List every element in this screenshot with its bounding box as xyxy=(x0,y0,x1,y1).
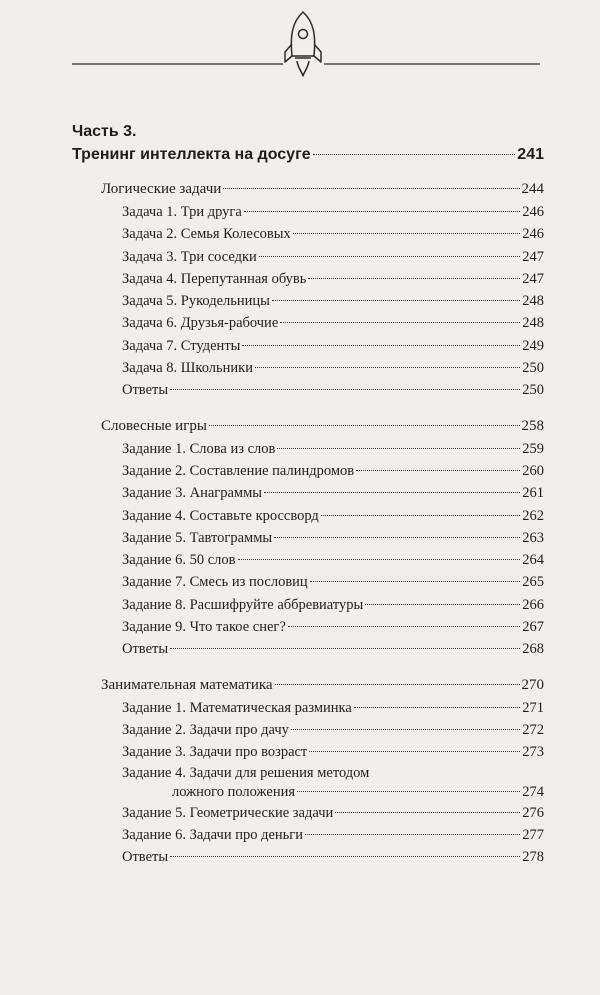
dot-leader xyxy=(259,256,520,257)
toc-entry[interactable] xyxy=(72,460,544,482)
toc-entry-multiline[interactable] xyxy=(72,764,544,802)
toc-entry-title: Задание 5. Тавтограммы xyxy=(122,529,273,546)
toc-entry-title: Задача 7. Студенты xyxy=(122,337,241,354)
toc-entry-page: 247 xyxy=(522,248,544,265)
dot-leader xyxy=(209,425,520,426)
toc-entry-title: Задание 8. Расшифруйте аббревиатуры xyxy=(122,596,364,613)
dot-leader xyxy=(365,604,520,605)
rocket-icon xyxy=(0,0,600,90)
toc-entry-page: 261 xyxy=(522,485,544,502)
toc-section-math[interactable] xyxy=(72,673,544,697)
dot-leader xyxy=(356,470,520,471)
toc-entry-title: Задача 1. Три друга xyxy=(122,204,242,220)
dot-leader xyxy=(275,684,520,685)
toc-entry-page: 250 xyxy=(522,382,544,399)
toc-entry-title: Задача 3. Три соседки xyxy=(122,248,257,265)
toc-entry-title: Задача 5. Рукодельницы xyxy=(122,293,270,310)
toc-entry[interactable] xyxy=(72,335,544,357)
dot-leader xyxy=(335,812,520,813)
toc-entry-page: 241 xyxy=(517,146,544,163)
toc-entry-page: 276 xyxy=(522,804,544,821)
toc-entry[interactable] xyxy=(72,824,544,846)
toc-entry-title: Тренинг интеллекта на досуге xyxy=(72,146,311,163)
dot-leader xyxy=(280,322,520,323)
toc-entry-page: 249 xyxy=(522,337,544,354)
toc-entry-title: Задание 1. Слова из слов xyxy=(122,440,276,457)
toc-entry-page: 247 xyxy=(522,270,544,287)
toc-entry-page: 268 xyxy=(522,641,544,658)
toc-entry-title: Задание 7. Смесь из пословиц xyxy=(122,574,308,591)
toc-entry[interactable] xyxy=(72,482,544,504)
dot-leader xyxy=(223,188,519,189)
toc-section-title: Логические задачи xyxy=(101,181,222,197)
toc-entry-title-cont: ложного положения xyxy=(172,783,296,800)
toc-section-title: Словесные игры xyxy=(101,417,207,434)
table-of-contents xyxy=(72,121,544,868)
toc-entry[interactable] xyxy=(72,223,544,245)
toc-entry-title: Задача 4. Перепутанная обувь xyxy=(122,270,307,287)
dot-leader xyxy=(170,648,520,649)
toc-entry-title: Задание 4. Задачи для решения методом xyxy=(122,764,370,781)
toc-entry-title: Задание 6. 50 слов xyxy=(122,552,236,569)
toc-entry-page: 246 xyxy=(522,204,544,220)
toc-entry[interactable] xyxy=(72,549,544,571)
dot-leader xyxy=(309,751,520,752)
toc-section-page: 244 xyxy=(521,181,544,197)
dot-leader xyxy=(277,448,520,449)
toc-entry[interactable] xyxy=(72,741,544,763)
dot-leader xyxy=(310,581,521,582)
dot-leader xyxy=(264,492,520,493)
toc-entry-title: Задача 6. Друзья-рабочие xyxy=(122,315,279,332)
toc-section-title: Занимательная математика xyxy=(101,676,273,693)
dot-leader xyxy=(321,515,520,516)
toc-entry-page: 271 xyxy=(522,699,544,716)
toc-entry-page: 266 xyxy=(522,596,544,613)
toc-section-page: 258 xyxy=(521,417,544,434)
part-label: Часть 3. xyxy=(72,123,137,140)
toc-entry-page: 265 xyxy=(522,574,544,591)
toc-entry[interactable] xyxy=(72,719,544,741)
toc-entry[interactable] xyxy=(72,594,544,616)
toc-entry[interactable] xyxy=(72,290,544,312)
toc-entry-page: 248 xyxy=(522,293,544,310)
dot-leader xyxy=(288,626,520,627)
dot-leader xyxy=(308,278,520,279)
toc-entry-title: Задание 4. Составьте кроссворд xyxy=(122,507,319,524)
toc-entry-page: 246 xyxy=(522,226,544,243)
toc-entry[interactable] xyxy=(72,802,544,824)
toc-entry[interactable] xyxy=(72,268,544,290)
toc-entry[interactable] xyxy=(72,246,544,268)
toc-section-page: 270 xyxy=(521,676,544,693)
toc-entry-page: 278 xyxy=(522,849,544,866)
toc-entry[interactable] xyxy=(72,312,544,334)
toc-entry-page: 250 xyxy=(522,360,544,377)
toc-section-logic[interactable] xyxy=(72,177,544,201)
toc-entry-page: 264 xyxy=(522,552,544,569)
dot-leader xyxy=(244,211,520,212)
toc-entry-page: 263 xyxy=(522,529,544,546)
toc-entry-page: 273 xyxy=(522,744,544,761)
toc-entry-page: 274 xyxy=(522,783,544,800)
toc-entry-title: Задание 5. Геометрические задачи xyxy=(122,804,334,821)
toc-entry[interactable] xyxy=(72,571,544,593)
toc-entry-page: 267 xyxy=(522,619,544,636)
toc-entry-part[interactable] xyxy=(72,143,544,167)
toc-entry[interactable] xyxy=(72,201,544,223)
toc-entry[interactable] xyxy=(72,638,544,660)
toc-entry-page: 272 xyxy=(522,721,544,738)
toc-entry-title: Задание 9. Что такое снег? xyxy=(122,619,286,636)
toc-entry-title: Задание 6. Задачи про деньги xyxy=(122,826,303,843)
toc-entry-page: 262 xyxy=(522,507,544,524)
toc-entry-title: Задание 2. Задачи про дачу xyxy=(122,721,289,738)
toc-entry-page: 248 xyxy=(522,315,544,332)
toc-entry-title: Ответы xyxy=(122,382,169,399)
toc-entry[interactable] xyxy=(72,379,544,401)
toc-entry-title: Ответы xyxy=(122,849,169,866)
toc-entry-title: Задание 2. Составление палиндромов xyxy=(122,462,355,479)
toc-entry-title: Задание 1. Математическая разминка xyxy=(122,699,352,716)
toc-entry[interactable] xyxy=(72,357,544,379)
dot-leader xyxy=(170,389,520,390)
dot-leader xyxy=(313,154,516,155)
toc-entry[interactable] xyxy=(72,846,544,868)
dot-leader xyxy=(354,707,520,708)
dot-leader xyxy=(272,300,520,301)
toc-entry-title: Задание 3. Задачи про возраст xyxy=(122,744,308,761)
toc-entry-title: Задача 2. Семья Колесовых xyxy=(122,226,291,243)
toc-entry-page: 277 xyxy=(522,826,544,843)
toc-entry-page: 259 xyxy=(522,440,544,457)
dot-leader xyxy=(170,856,520,857)
dot-leader xyxy=(297,791,520,792)
dot-leader xyxy=(291,729,520,730)
toc-entry[interactable] xyxy=(72,697,544,719)
toc-entry[interactable] xyxy=(72,505,544,527)
dot-leader xyxy=(242,345,520,346)
dot-leader xyxy=(238,559,521,560)
toc-entry-title: Задача 8. Школьники xyxy=(122,360,253,377)
toc-section-word-games[interactable] xyxy=(72,414,544,438)
toc-entry[interactable] xyxy=(72,616,544,638)
dot-leader xyxy=(293,233,521,234)
dot-leader xyxy=(305,834,520,835)
toc-entry[interactable] xyxy=(72,438,544,460)
dot-leader xyxy=(274,537,520,538)
toc-entry[interactable] xyxy=(72,527,544,549)
toc-entry-title: Ответы xyxy=(122,641,169,658)
toc-entry-page: 260 xyxy=(522,462,544,479)
toc-entry-title: Задание 3. Анаграммы xyxy=(122,485,262,502)
dot-leader xyxy=(255,367,520,368)
